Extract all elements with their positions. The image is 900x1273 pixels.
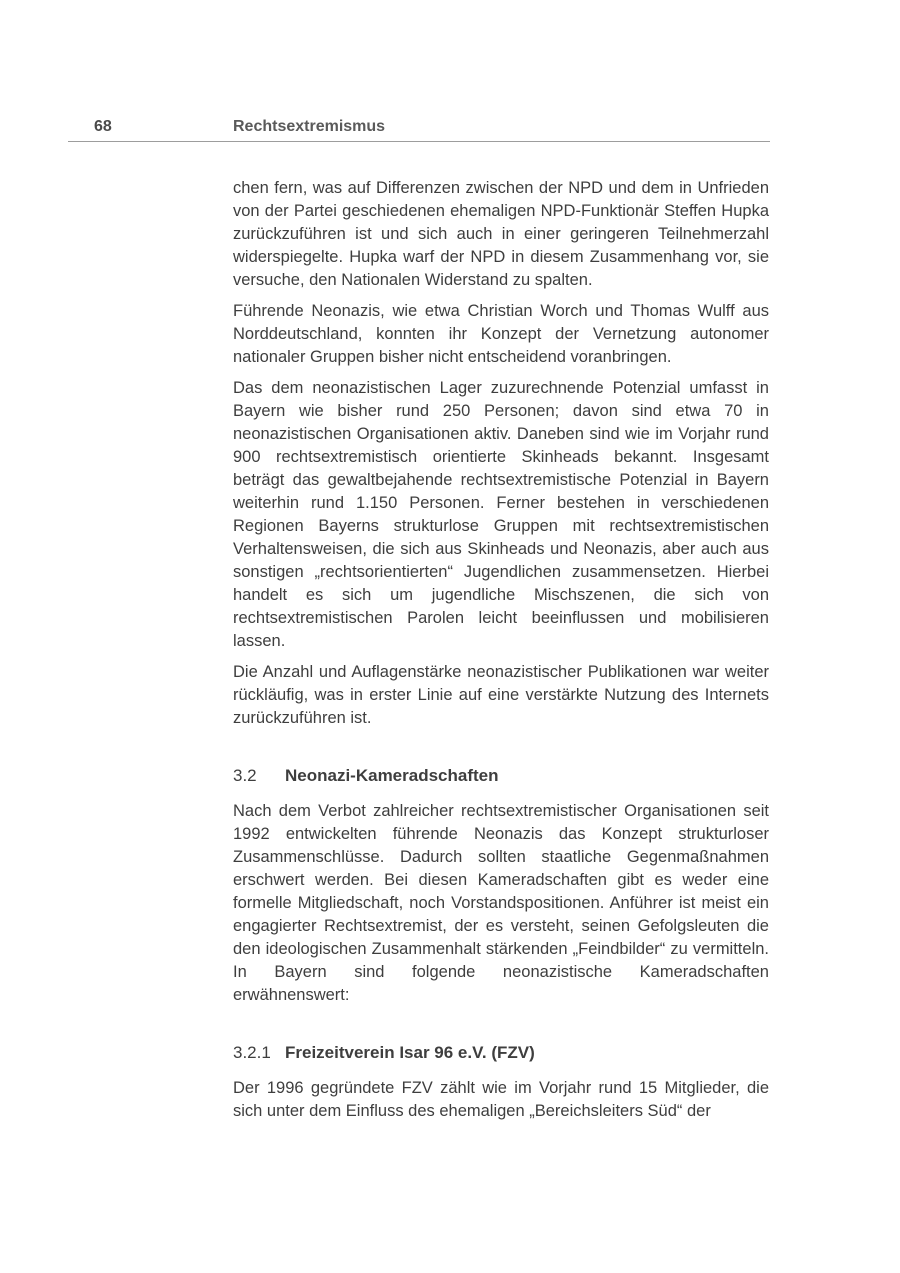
paragraph-section-3-2-1: Der 1996 gegründete FZV zählt wie im Vorjahr rund 15 Mitglieder, die sich unter dem Einfluss des ehemaligen „Bereichsleiters Süd“ der bbox=[233, 1079, 769, 1120]
paragraph-3: Das dem neonazistischen Lager zuzurechnende Potenzial umfasst in Bayern wie bisher rund 250 Personen; davon sind etwa 70 in neonazistischen Organisationen aktiv. Daneben sind wie im Vorjahr rund 900 rechtsextremistisch orientierte Skinheads bekannt. Insgesamt beträgt das gewaltbejahende rechtsextremistische Potenzial in Bayern weiterhin rund 1.150 Personen. Ferner bestehen in verschiedenen Regionen Bayerns strukturlose Gruppen mit rechtsextremistischen Verhaltensweisen, die sich aus Skinheads und Neonazis, aber auch aus sonstigen „rechtsorientierten“ Jugendlichen zusammensetzen. Hierbei handelt es sich um jugendliche Mischszenen, die sich von rechtsextremistischen Parolen leicht beeinflussen und mobilisieren lassen. bbox=[233, 379, 769, 650]
running-header-title: Rechtsextremismus bbox=[233, 118, 386, 135]
section-title: Neonazi-Kameradschaften bbox=[285, 766, 499, 785]
section-heading-3-2-1 bbox=[233, 1041, 769, 1064]
paragraph-section-3-2: Nach dem Verbot zahlreicher rechtsextremistischer Organisationen seit 1992 entwickelten führende Neonazis das Konzept strukturloser Zusammenschlüsse. Dadurch sollten staatliche Gegenmaßnahmen erschwert werden. Bei diesen Kameradschaften gibt es weder eine formelle Mitgliedschaft, noch Vorstandspositionen. Anführer ist meist ein engagierter Rechtsextremist, der es versteht, seinen Gefolgsleuten die den ideologischen Zusammenhalt stärkenden „Feindbilder“ zu vermitteln. In Bayern sind folgende neonazistische Kameradschaften erwähnenswert: bbox=[233, 802, 769, 1004]
subsection-number: 3.2.1 bbox=[233, 1043, 271, 1062]
subsection-title: Freizeitverein Isar 96 e.V. (FZV) bbox=[285, 1043, 535, 1062]
paragraph-2: Führende Neonazis, wie etwa Christian Worch und Thomas Wulff aus Norddeutschland, konnten ihr Konzept der Vernetzung autonomer nationaler Gruppen bisher nicht entscheidend voranbringen. bbox=[233, 302, 769, 366]
paragraph-1: chen fern, was auf Differenzen zwischen der NPD und dem in Unfrieden von der Partei geschiedenen ehemaligen NPD-Funktionär Steffen Hupka zurückzuführen ist und sich auch in einer geringeren Teilnehmerzahl widerspiegelte. Hupka warf der NPD in diesem Zusammenhang vor, sie versuche, den Nationalen Widerstand zu spalten. bbox=[233, 179, 769, 289]
page-number: 68 bbox=[94, 118, 112, 135]
header-rule bbox=[68, 141, 770, 142]
section-number: 3.2 bbox=[233, 766, 257, 785]
page-content bbox=[233, 177, 769, 1131]
paragraph-4: Die Anzahl und Auflagenstärke neonazistischer Publikationen war weiter rückläufig, was in erster Linie auf eine verstärkte Nutzung des Internets zurückzuführen ist. bbox=[233, 663, 769, 727]
section-heading-3-2 bbox=[233, 764, 769, 787]
